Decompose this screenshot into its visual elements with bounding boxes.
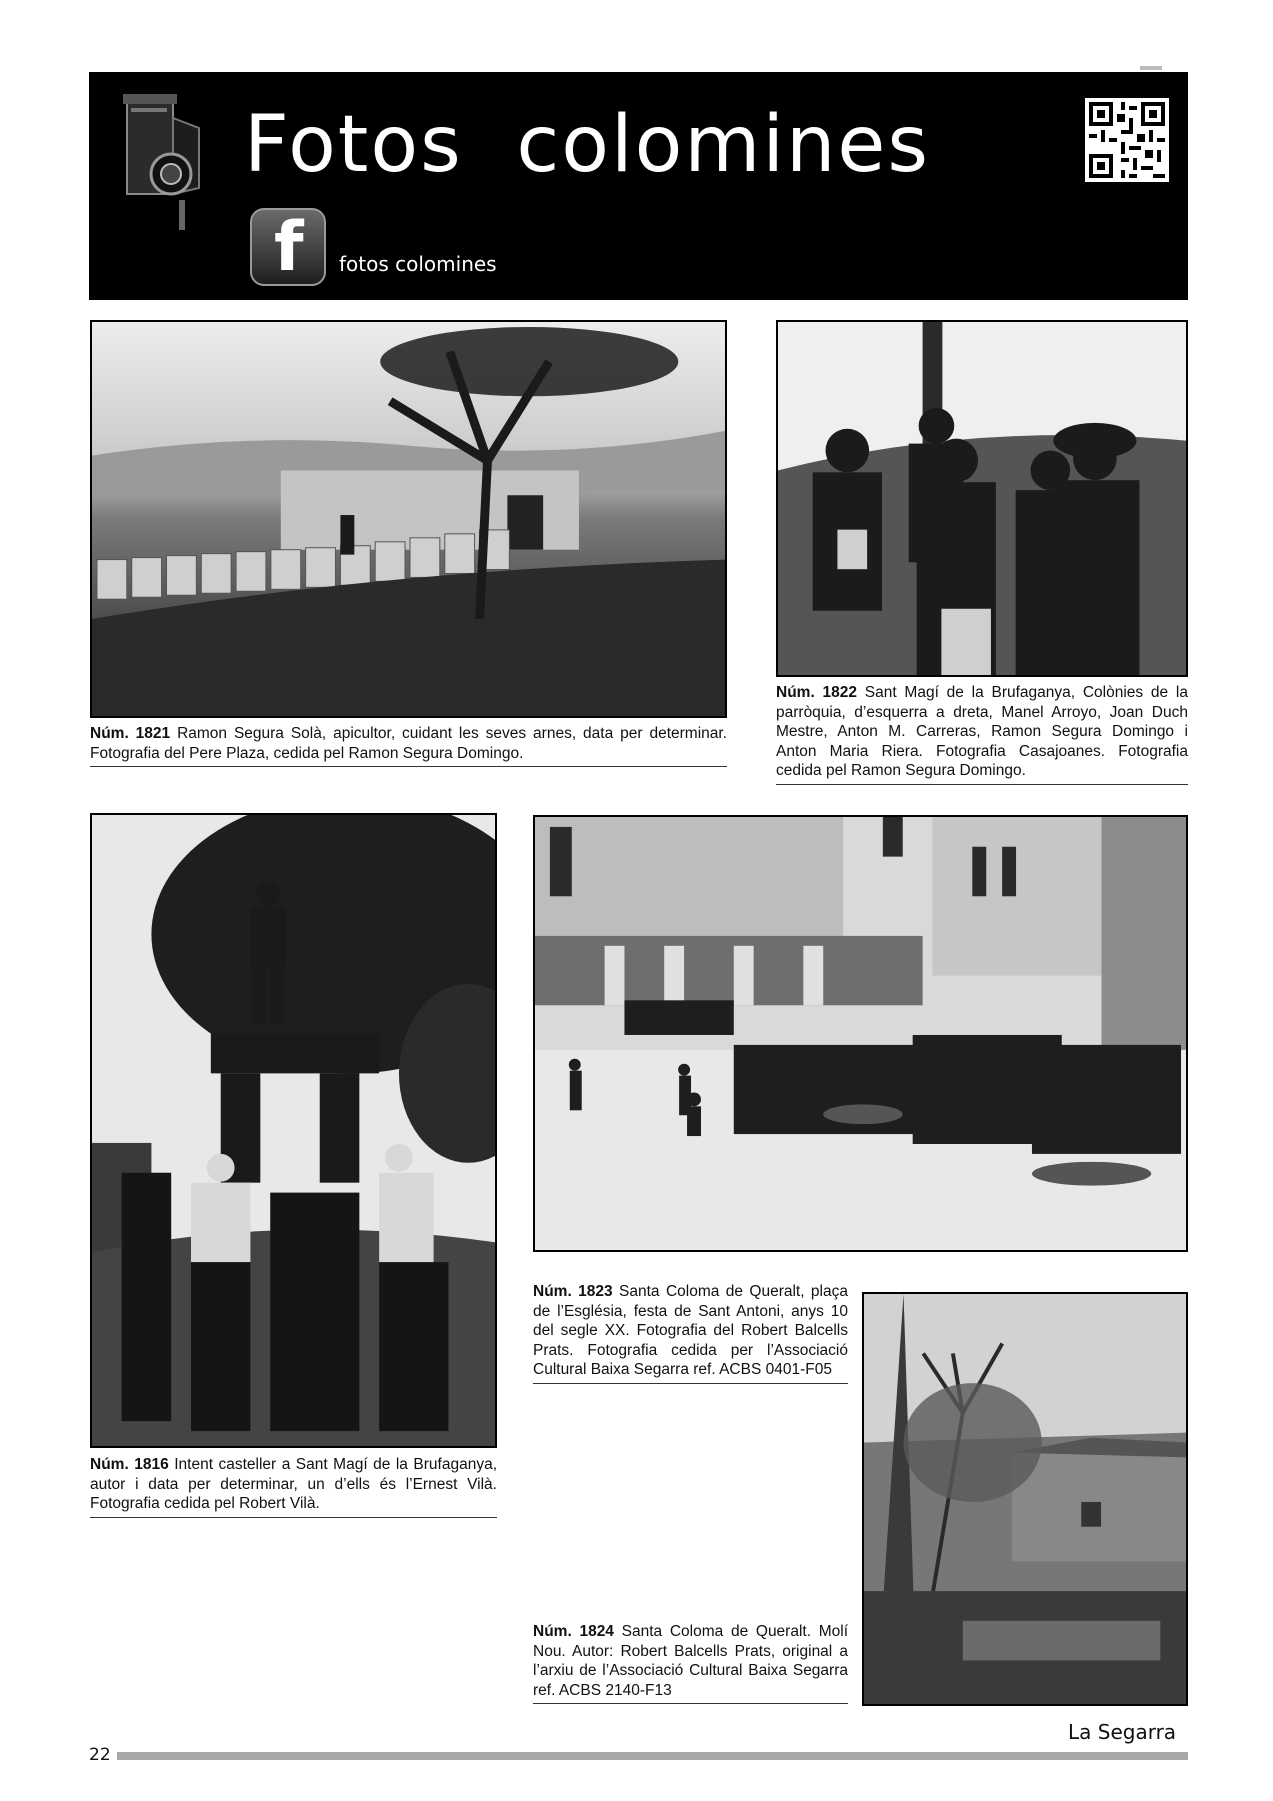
facebook-label[interactable]: fotos colomines (339, 252, 497, 276)
photo-1823 (533, 815, 1188, 1252)
magazine-name: La Segarra (1068, 1720, 1177, 1744)
photo-1821 (90, 320, 727, 718)
photo-1824 (862, 1292, 1188, 1706)
caption-1823 (533, 1282, 848, 1384)
caption-text: Santa Coloma de Queralt, plaça de l’Església, festa de Sant Antoni, anys 10 del segle XX. Fotografia del Robert Balcells Prats. Fotografia cedida per l’Associació Cultural Baixa Segarra ref. ACBS 0401-F05 (533, 1283, 848, 1378)
caption-text: Santa Coloma de Queralt. Molí Nou. Autor: Robert Balcells Prats, original a l’arxiu de l’Associació Cultural Baixa Segarra ref. ACBS 2140-F13 (533, 1623, 848, 1699)
corner-mark (1140, 66, 1162, 70)
header-banner (89, 72, 1188, 300)
caption-number: Núm. 1816 (90, 1456, 169, 1473)
camera-icon (119, 88, 203, 232)
caption-text: Ramon Segura Solà, apicultor, cuidant les seves arnes, data per determinar. Fotografia del Pere Plaza, cedida pel Ramon Segura Domingo. (90, 725, 727, 762)
facebook-icon[interactable]: f (250, 208, 326, 286)
caption-1821 (90, 724, 727, 767)
photo-1822 (776, 320, 1188, 677)
caption-text: Intent casteller a Sant Magí de la Brufaganya, autor i data per determinar, un d’ells és l’Ernest Vilà. Fotografia cedida pel Robert Vilà. (90, 1456, 497, 1512)
footer-bar (117, 1752, 1188, 1760)
caption-1822 (776, 683, 1188, 785)
page-number: 22 (89, 1745, 111, 1765)
caption-number: Núm. 1822 (776, 684, 857, 701)
caption-number: Núm. 1824 (533, 1623, 614, 1640)
caption-number: Núm. 1821 (90, 725, 171, 742)
caption-1824 (533, 1622, 848, 1704)
section-title: Fotos colomines (244, 100, 931, 190)
caption-1816 (90, 1455, 497, 1518)
caption-text: Sant Magí de la Brufaganya, Colònies de la parròquia, d’esquerra a dreta, Manel Arroyo, Joan Duch Mestre, Anton M. Carreras, Ramon Segura Domingo i Anton Maria Riera. Fotografia Casajoanes. Fotografia cedida pel Ramon Segura Domingo. (776, 684, 1188, 779)
qr-code-icon (1085, 98, 1169, 182)
photo-1816 (90, 813, 497, 1448)
caption-number: Núm. 1823 (533, 1283, 613, 1300)
